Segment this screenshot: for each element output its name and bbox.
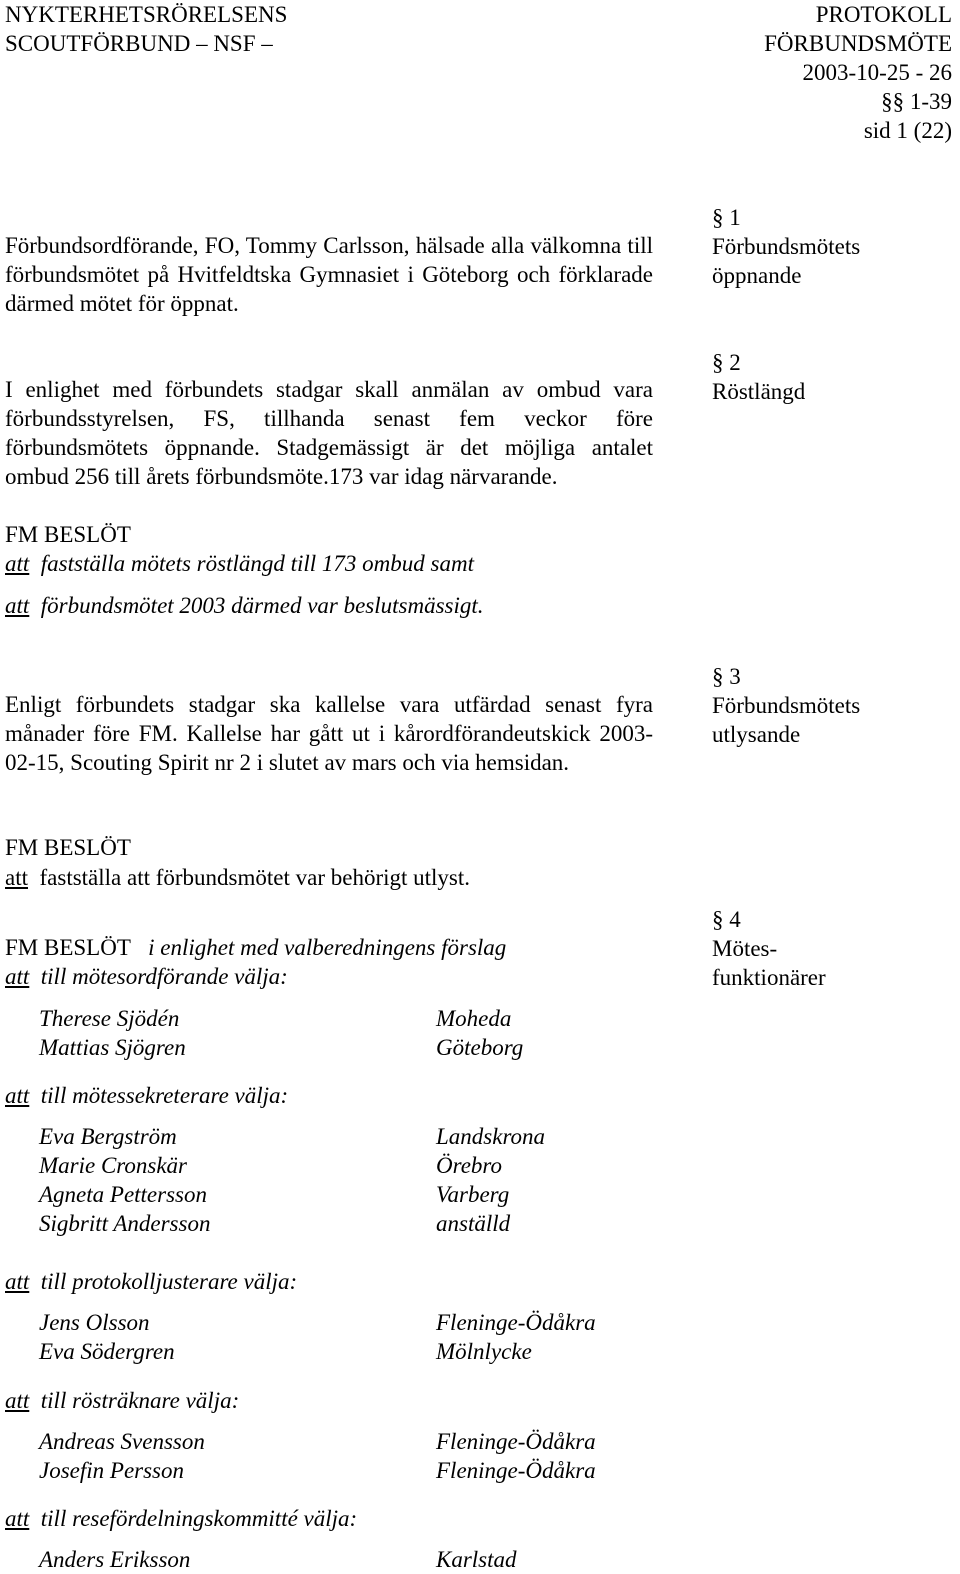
person-place: Örebro xyxy=(436,1153,503,1178)
att-keyword: att xyxy=(5,593,30,618)
person-place: Moheda xyxy=(436,1006,512,1031)
person-name: Sigbritt Andersson xyxy=(39,1211,211,1236)
section-1-text: Förbundsordförande, FO, Tommy Carlsson, hälsade alla välkomna till förbundsmötet på Hvitfeldtska Gymnasiet i Göteborg och förklarade därmed mötet för öppnat. xyxy=(5,233,653,316)
person-place: Fleninge-Ödåkra xyxy=(436,1458,596,1483)
person-name: Andreas Svensson xyxy=(39,1429,205,1454)
section-2-number: § 2 xyxy=(712,350,741,375)
paragraph-range: §§ 1-39 xyxy=(881,89,952,114)
section-2-text: I enlighet med förbundets stadgar skall anmälan av ombud vara förbundsstyrelsen, FS, tillhanda senast fem veckor före förbundsmötets öppnande. Stadgemässigt är det möjliga antalet ombud 256 till årets förbundsmöte.173 var idag närvarande. xyxy=(5,377,653,489)
role-group-adjusters xyxy=(5,1267,653,1296)
role-group-chair xyxy=(5,962,653,991)
section-1-number: § 1 xyxy=(712,205,741,230)
att-keyword: att xyxy=(5,1083,30,1108)
section-3-text: Enligt förbundets stadgar ska kallelse vara utfärdad senast fyra månader före FM. Kallelse har gått ut i kårordförandeutskick 2003-02-15, Scouting Spirit nr 2 i slutet av mars och via hemsidan. xyxy=(5,692,653,775)
decision-text: förbundsmötet 2003 därmed var beslutsmässigt. xyxy=(40,593,484,618)
att-keyword: att xyxy=(5,551,30,576)
role-label: till mötesordförande välja: xyxy=(40,964,288,989)
person-name: Mattias Sjögren xyxy=(39,1035,186,1060)
section-1-title-cont: öppnande xyxy=(712,263,802,288)
organization-subname: SCOUTFÖRBUND – NSF – xyxy=(5,31,273,56)
role-label: till protokolljusterare välja: xyxy=(40,1269,298,1294)
decision-text: fastställa mötets röstlängd till 173 ombud samt xyxy=(40,551,474,576)
att-keyword: att xyxy=(5,1506,30,1531)
att-keyword: att xyxy=(5,964,30,989)
person-place: Fleninge-Ödåkra xyxy=(436,1310,596,1335)
person-name: Jens Olsson xyxy=(39,1310,150,1335)
person-name: Anders Eriksson xyxy=(39,1547,191,1572)
person-name: Therese Sjödén xyxy=(39,1006,180,1031)
organization-name: NYKTERHETSRÖRELSENS xyxy=(5,2,288,27)
section-2-decision-1 xyxy=(5,549,653,578)
section-3-decision-heading: FM BESLÖT xyxy=(5,835,131,860)
document-type: PROTOKOLL xyxy=(815,2,952,27)
role-label: till rösträknare välja: xyxy=(40,1388,240,1413)
person-name: Josefin Persson xyxy=(39,1458,185,1483)
meeting-date: 2003-10-25 - 26 xyxy=(802,60,952,85)
att-keyword: att xyxy=(5,1388,30,1413)
person-place: anställd xyxy=(436,1211,511,1236)
att-keyword: att xyxy=(5,1269,30,1294)
person-name: Eva Bergström xyxy=(39,1124,177,1149)
section-4-title-cont: funktionärer xyxy=(712,965,826,990)
person-place: Landskrona xyxy=(436,1124,546,1149)
section-3-number: § 3 xyxy=(712,664,741,689)
decision-keyword: FM BESLÖT xyxy=(5,935,131,960)
section-1-title: Förbundsmötets xyxy=(712,234,861,259)
person-name: Eva Södergren xyxy=(39,1339,175,1364)
att-keyword: att xyxy=(5,865,28,890)
page-number: sid 1 (22) xyxy=(863,118,952,143)
meeting-name: FÖRBUNDSMÖTE xyxy=(764,31,952,56)
section-3-title: Förbundsmötets xyxy=(712,693,861,718)
person-place: Varberg xyxy=(436,1182,510,1207)
section-3-title-cont: utlysande xyxy=(712,722,801,747)
person-name: Agneta Pettersson xyxy=(39,1182,207,1207)
person-place: Fleninge-Ödåkra xyxy=(436,1429,596,1454)
role-label: till resefördelningskommitté välja: xyxy=(40,1506,358,1531)
section-3-decision xyxy=(5,863,653,892)
section-2-decision-heading: FM BESLÖT xyxy=(5,522,131,547)
section-2-decision-2 xyxy=(5,591,653,620)
person-place: Göteborg xyxy=(436,1035,524,1060)
decision-text: fastställa att förbundsmötet var behörigt utlyst. xyxy=(39,865,471,890)
section-4-decision-heading xyxy=(5,933,653,962)
decision-basis: i enlighet med valberedningens förslag xyxy=(148,935,507,960)
role-group-travel-committee xyxy=(5,1504,653,1533)
person-place: Mölnlycke xyxy=(436,1339,532,1364)
role-group-secretaries xyxy=(5,1081,653,1110)
person-name: Marie Cronskär xyxy=(39,1153,188,1178)
role-group-vote-counters xyxy=(5,1386,653,1415)
role-label: till mötessekreterare välja: xyxy=(40,1083,289,1108)
section-4-number: § 4 xyxy=(712,907,741,932)
person-place: Karlstad xyxy=(436,1547,517,1572)
section-2-title: Röstlängd xyxy=(712,379,806,404)
section-4-title: Mötes- xyxy=(712,936,778,961)
